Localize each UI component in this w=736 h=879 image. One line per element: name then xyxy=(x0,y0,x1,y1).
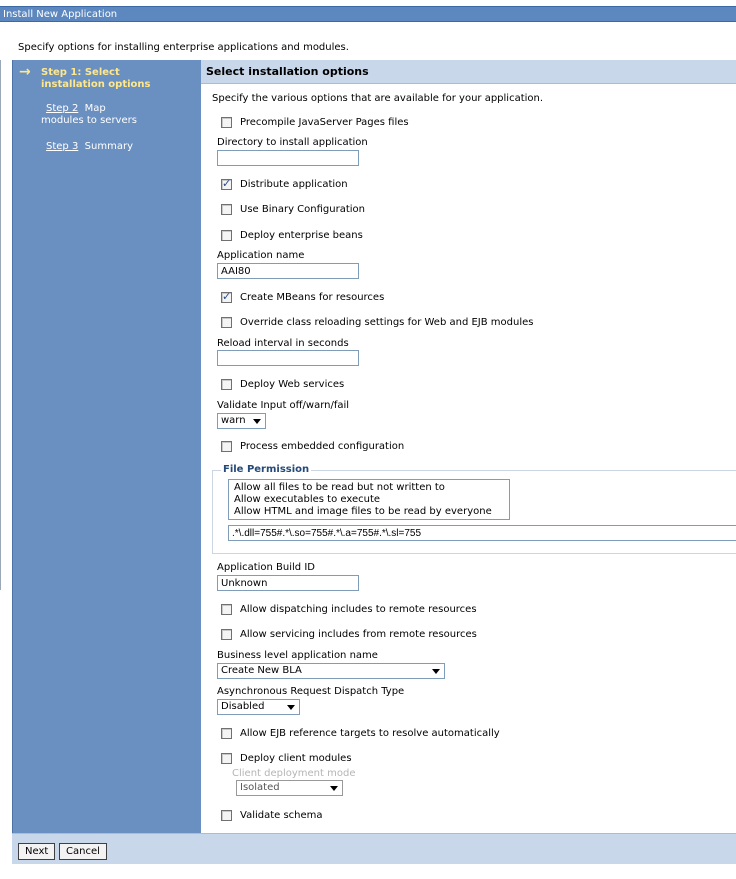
create-mbeans-label: Create MBeans for resources xyxy=(240,292,385,303)
step-3 xyxy=(46,141,133,153)
file-permission-option[interactable]: Allow all files to be read but not written to xyxy=(234,482,445,493)
deploy-client-label: Deploy client modules xyxy=(240,753,352,764)
deploy-ejb-checkbox[interactable] xyxy=(221,230,232,241)
allow-ejb-ref-checkbox[interactable] xyxy=(221,728,232,739)
process-embedded-checkbox[interactable] xyxy=(221,441,232,452)
validate-input-value: warn xyxy=(221,415,246,426)
step-3-link[interactable]: Step 3 xyxy=(46,141,79,152)
deploy-ws-checkbox[interactable] xyxy=(221,379,232,390)
chevron-down-icon xyxy=(253,419,261,424)
process-embedded-label: Process embedded configuration xyxy=(240,441,405,452)
override-reload-label: Override class reloading settings for Web and EJB modules xyxy=(240,317,534,328)
options-panel xyxy=(201,60,736,833)
cancel-button[interactable]: Cancel xyxy=(59,843,107,860)
app-name-label: Application name xyxy=(217,250,305,261)
client-mode-label: Client deployment mode xyxy=(232,768,356,779)
step-2-text: Map xyxy=(84,103,106,114)
validate-schema-checkbox[interactable] xyxy=(221,810,232,821)
client-mode-value: Isolated xyxy=(240,782,280,793)
allow-ejb-ref-label: Allow EJB reference targets to resolve automatically xyxy=(240,728,500,739)
step-1-line2: installation options xyxy=(41,79,151,90)
binary-config-label: Use Binary Configuration xyxy=(240,204,365,215)
deploy-ws-option[interactable] xyxy=(221,379,344,390)
bla-value: Create New BLA xyxy=(221,665,302,676)
install-dir-input[interactable] xyxy=(217,150,359,166)
intro-text: Specify options for installing enterprise applications and modules. xyxy=(18,42,349,53)
chevron-down-icon xyxy=(330,786,338,791)
window-title: Install New Application xyxy=(0,6,736,22)
step-1-line1: Step 1: Select xyxy=(41,67,120,78)
process-embedded-option[interactable] xyxy=(221,441,404,452)
override-reload-checkbox[interactable] xyxy=(221,317,232,328)
button-bar xyxy=(12,833,736,864)
chevron-down-icon xyxy=(432,669,440,674)
step-2 xyxy=(41,103,137,127)
build-id-label: Application Build ID xyxy=(217,562,315,573)
allow-dispatching-option[interactable] xyxy=(221,604,477,615)
override-reload-option[interactable] xyxy=(221,317,533,328)
reload-interval-input[interactable] xyxy=(217,350,359,366)
validate-input-select[interactable] xyxy=(217,413,266,429)
validate-schema-option[interactable] xyxy=(221,810,323,821)
create-mbeans-checkbox[interactable] xyxy=(221,292,232,303)
reload-interval-label: Reload interval in seconds xyxy=(217,338,349,349)
wizard-sidebar xyxy=(12,60,202,833)
chevron-down-icon xyxy=(287,705,295,710)
file-permission-listbox[interactable] xyxy=(228,479,510,520)
file-permission-option[interactable]: Allow executables to execute xyxy=(234,494,381,505)
distribute-label: Distribute application xyxy=(240,179,348,190)
client-mode-select[interactable] xyxy=(236,780,343,796)
async-label: Asynchronous Request Dispatch Type xyxy=(217,686,405,697)
allow-servicing-option[interactable] xyxy=(221,629,477,640)
frame-border xyxy=(0,60,1,590)
create-mbeans-option[interactable] xyxy=(221,292,384,303)
step-2-link[interactable]: Step 2 xyxy=(46,103,79,114)
bla-select[interactable] xyxy=(217,663,445,679)
allow-servicing-checkbox[interactable] xyxy=(221,629,232,640)
section-description: Specify the various options that are available for your application. xyxy=(212,93,544,104)
binary-config-option[interactable] xyxy=(221,204,365,215)
app-name-input[interactable] xyxy=(217,263,359,279)
allow-dispatching-label: Allow dispatching includes to remote resources xyxy=(240,604,477,615)
step-2-line2: modules to servers xyxy=(41,115,137,126)
allow-ejb-ref-option[interactable] xyxy=(221,728,500,739)
deploy-ws-label: Deploy Web services xyxy=(240,379,345,390)
precompile-jsp-option[interactable] xyxy=(221,117,409,128)
file-permission-option[interactable]: Allow HTML and image files to be read by everyone xyxy=(234,506,492,517)
precompile-jsp-checkbox[interactable] xyxy=(221,117,232,128)
async-value: Disabled xyxy=(221,701,265,712)
allow-servicing-label: Allow servicing includes from remote resources xyxy=(240,629,477,640)
deploy-client-checkbox[interactable] xyxy=(221,753,232,764)
bla-label: Business level application name xyxy=(217,650,378,661)
validate-schema-label: Validate schema xyxy=(240,810,323,821)
step-3-text: Summary xyxy=(84,141,133,152)
section-title: Select installation options xyxy=(201,60,736,84)
file-permission-input[interactable] xyxy=(228,525,736,541)
step-1-current xyxy=(41,67,151,91)
distribute-option[interactable] xyxy=(221,179,348,190)
build-id-input[interactable] xyxy=(217,575,359,591)
precompile-jsp-label: Precompile JavaServer Pages files xyxy=(240,117,409,128)
distribute-checkbox[interactable] xyxy=(221,179,232,190)
current-step-arrow-icon: → xyxy=(19,64,31,80)
deploy-ejb-label: Deploy enterprise beans xyxy=(240,230,363,241)
deploy-client-option[interactable] xyxy=(221,753,352,764)
validate-input-label: Validate Input off/warn/fail xyxy=(217,400,350,411)
async-select[interactable] xyxy=(217,699,300,715)
allow-dispatching-checkbox[interactable] xyxy=(221,604,232,615)
install-dir-label: Directory to install application xyxy=(217,137,368,148)
file-permission-legend: File Permission xyxy=(223,464,310,475)
deploy-ejb-option[interactable] xyxy=(221,230,363,241)
binary-config-checkbox[interactable] xyxy=(221,204,232,215)
next-button[interactable]: Next xyxy=(18,843,55,860)
